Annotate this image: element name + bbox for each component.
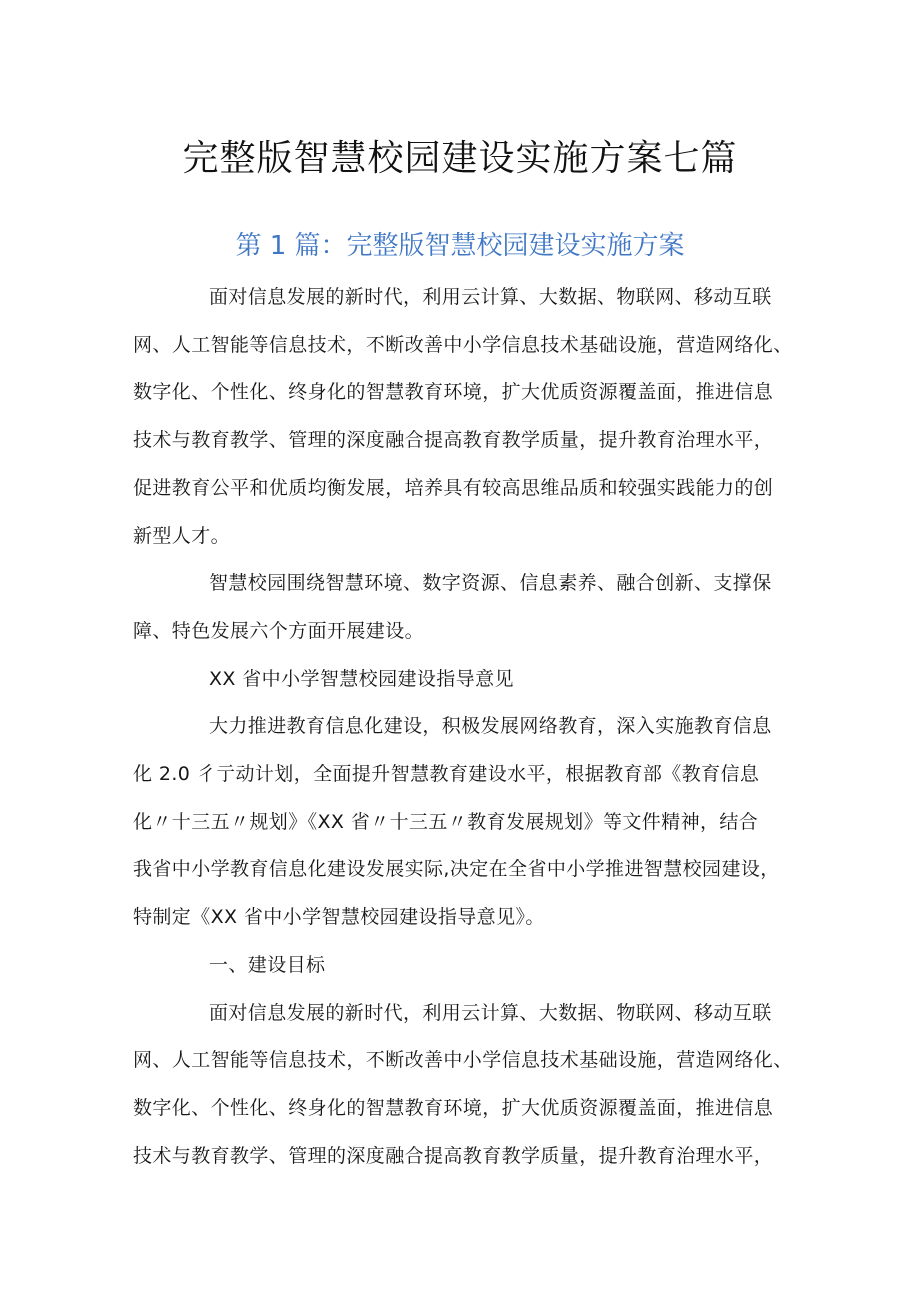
paragraph-line: XX 省中小学智慧校园建设指导意见 <box>209 667 514 690</box>
paragraph-line: 网、人工智能等信息技术，不断改善中小学信息技术基础设施，营造网络化、 <box>133 1049 793 1072</box>
document-title: 完整版智慧校园建设实施方案七篇 <box>182 138 738 179</box>
paragraph-line: 我省中小学教育信息化建设发展实际,决定在全省中小学推进智慧校园建设， <box>133 858 780 881</box>
paragraph-line: 数字化、个性化、终身化的智慧教育环境，扩大优质资源覆盖面，推进信息 <box>133 381 774 404</box>
paragraph-line: 特制定《XX 省中小学智慧校园建设指导意见》。 <box>133 906 545 929</box>
paragraph <box>133 942 793 990</box>
paragraph <box>133 990 793 1181</box>
section-heading: 第 1 篇：完整版智慧校园建设实施方案 <box>235 231 685 261</box>
paragraph <box>133 560 793 655</box>
paragraph-line: 网、人工智能等信息技术，不断改善中小学信息技术基础设施，营造网络化、 <box>133 333 793 356</box>
paragraph-line: 新型人才。 <box>133 524 231 547</box>
paragraph-line: 智慧校园围绕智慧环境、数字资源、信息素养、融合创新、支撑保 <box>209 572 772 595</box>
paragraph-line: 大力推进教育信息化建设，积极发展网络教育，深入实施教育信息 <box>209 715 772 738</box>
paragraph <box>133 656 793 704</box>
paragraph-line: 技术与教育教学、管理的深度融合提高教育教学质量，提升教育治理水平， <box>133 429 774 452</box>
paragraph-line: 面对信息发展的新时代，利用云计算、大数据、物联网、移动互联 <box>209 1001 772 1024</box>
paragraph-line: 障、特色发展六个方面开展建设。 <box>133 619 425 642</box>
paragraph-line: 一、建设目标 <box>209 953 326 976</box>
paragraph-line: 化 2.0 彳亍动计划，全面提升智慧教育建设水平，根据教育部《教育信息 <box>133 763 760 786</box>
paragraph-line: 数字化、个性化、终身化的智慧教育环境，扩大优质资源覆盖面，推进信息 <box>133 1096 774 1119</box>
paragraph-line: 面对信息发展的新时代，利用云计算、大数据、物联网、移动互联 <box>209 286 772 308</box>
paragraph <box>133 703 793 942</box>
paragraph-line: 化〃十三五〃规划》《XX 省〃十三五〃教育发展规划》等文件精神，结合 <box>133 810 759 833</box>
paragraph <box>133 274 793 560</box>
paragraph-line: 促进教育公平和优质均衡发展，培养具有较高思维品质和较强实践能力的创 <box>133 476 774 499</box>
paragraph-line: 技术与教育教学、管理的深度融合提高教育教学质量，提升教育治理水平， <box>133 1144 774 1167</box>
document-body <box>133 274 793 1180</box>
